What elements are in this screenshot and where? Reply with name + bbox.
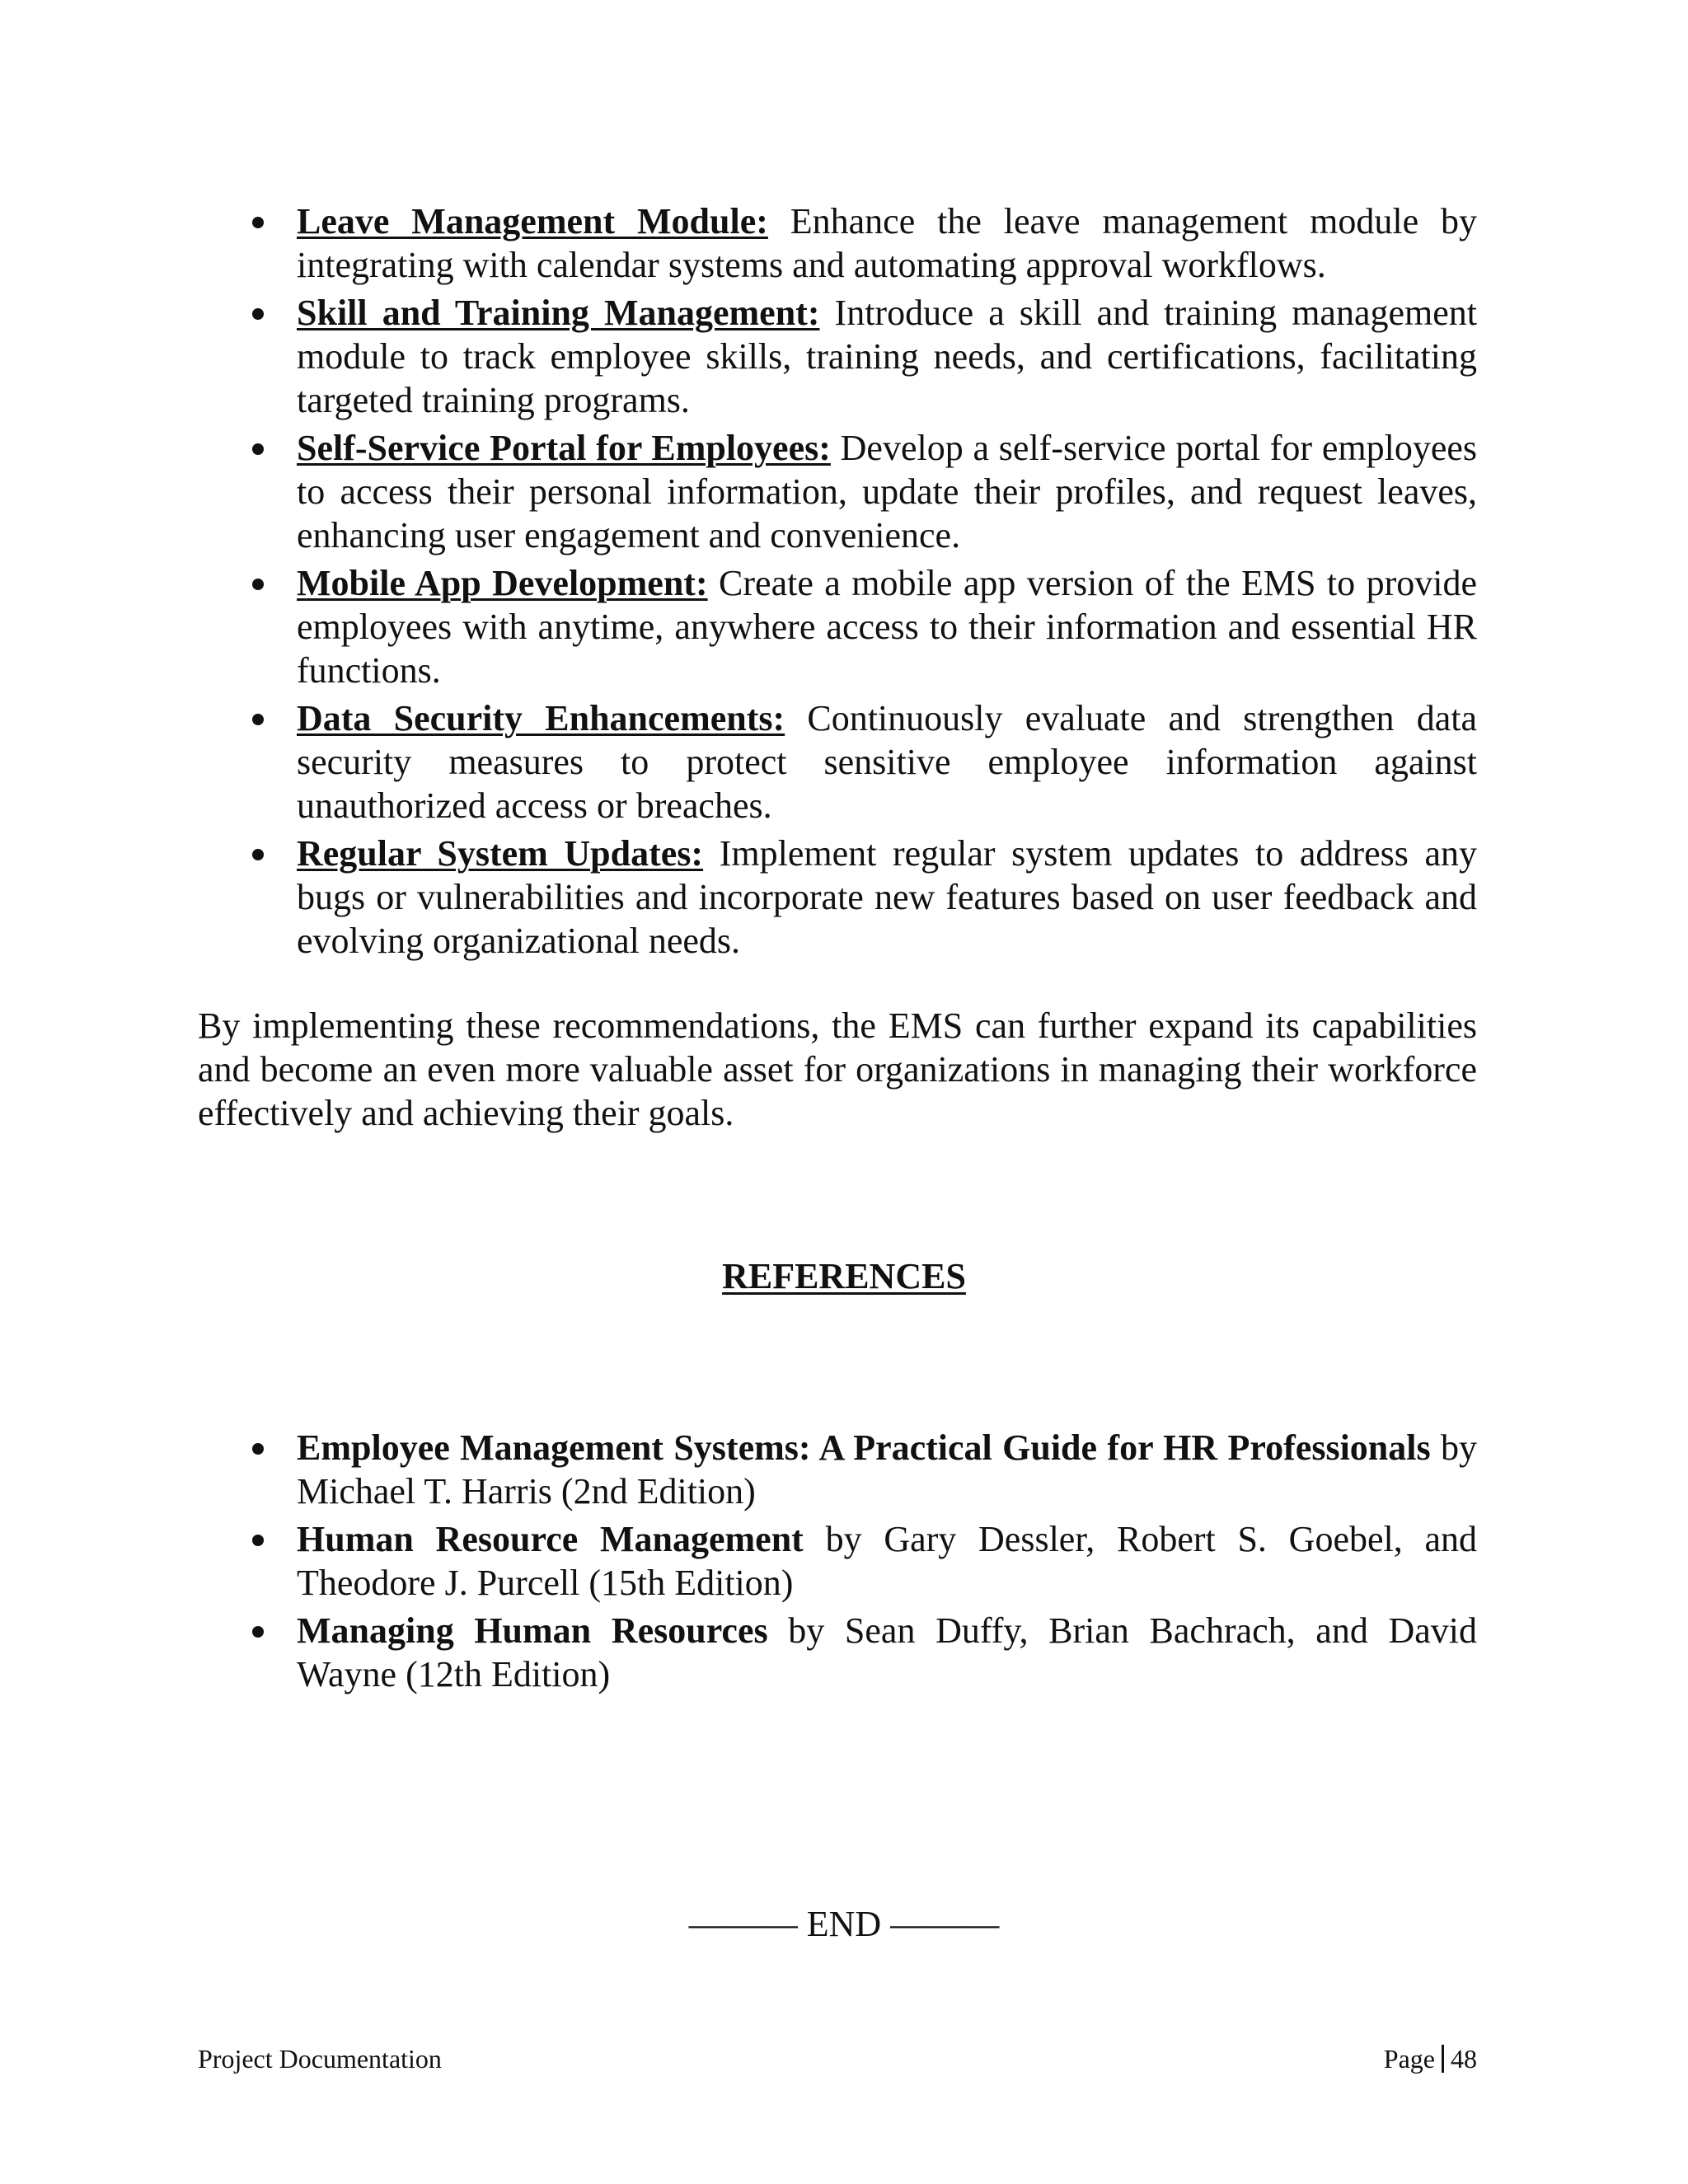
- bullet-icon: [252, 714, 264, 725]
- page-number: 48: [1451, 2044, 1477, 2074]
- list-item: [297, 1609, 1477, 1696]
- bullet-icon: [252, 1626, 264, 1638]
- list-item: [297, 291, 1477, 422]
- bullet-icon: [252, 1443, 264, 1455]
- feature-term: Self-Service Portal for Employees:: [297, 428, 831, 468]
- feature-term: Leave Management Module:: [297, 201, 768, 241]
- references-list: [297, 1426, 1477, 1700]
- list-item: [297, 696, 1477, 827]
- bullet-icon: [252, 217, 264, 228]
- footer-divider: [1442, 2045, 1444, 2073]
- feature-text: Create a mobile app version of the EMS to provide employees with anytime, anywhere access to their information and essential HR functions.: [297, 563, 1477, 691]
- feature-text: Develop a self-service portal for employees to access their personal information, update their profiles, and request leaves, enhancing user engagement and convenience.: [297, 428, 1477, 555]
- list-item: [297, 199, 1477, 287]
- bullet-icon: [252, 1535, 264, 1546]
- reference-details: by Gary Dessler, Robert S. Goebel, and Theodore J. Purcell (15th Edition): [297, 1519, 1478, 1603]
- list-item: [297, 1517, 1477, 1605]
- footer-title: Project Documentation: [198, 2044, 442, 2074]
- bullet-icon: [252, 443, 264, 455]
- closing-paragraph: By implementing these recommendations, the EMS can further expand its capabilities and become an even more valuable asset for organizations in managing their workforce effectively and achieving their goals.: [198, 1005, 1477, 1133]
- reference-title: Managing Human Resources: [297, 1610, 768, 1651]
- reference-details: by Sean Duffy, Brian Bachrach, and David Wayne (12th Edition): [297, 1610, 1478, 1694]
- feature-text: Introduce a skill and training management module to track employee skills, training needs, and certifications, facilitating targeted training programs.: [297, 293, 1477, 420]
- list-item: [297, 561, 1477, 692]
- bullet-icon: [252, 849, 264, 860]
- reference-title: Employee Management Systems: A Practical Guide for HR Professionals: [297, 1427, 1431, 1468]
- recommendations-list: [297, 199, 1477, 967]
- bullet-icon: [252, 579, 264, 590]
- feature-text: Continuously evaluate and strengthen data security measures to protect sensitive employee information against unauthorized access or breaches.: [297, 698, 1478, 826]
- list-item: [297, 832, 1477, 963]
- feature-term: Data Security Enhancements:: [297, 698, 785, 738]
- reference-details: by Michael T. Harris (2nd Edition): [297, 1427, 1477, 1511]
- page-label: Page: [1383, 2044, 1435, 2074]
- feature-term: Skill and Training Management:: [297, 293, 820, 333]
- feature-term: Mobile App Development:: [297, 563, 708, 603]
- feature-text: Implement regular system updates to address any bugs or vulnerabilities and incorporate new features based on user feedback and evolving organizational needs.: [297, 833, 1477, 961]
- reference-title: Human Resource Management: [297, 1519, 804, 1559]
- page-number-block: [1384, 2042, 1477, 2075]
- feature-text: Enhance the leave management module by integrating with calendar systems and automating approval workflows.: [297, 201, 1477, 285]
- feature-term: Regular System Updates:: [297, 833, 704, 874]
- list-item: [297, 1426, 1477, 1513]
- references-heading: REFERENCES: [722, 1256, 966, 1296]
- end-marker: ——— END ———: [688, 1904, 1000, 1944]
- bullet-icon: [252, 308, 264, 320]
- list-item: [297, 426, 1477, 557]
